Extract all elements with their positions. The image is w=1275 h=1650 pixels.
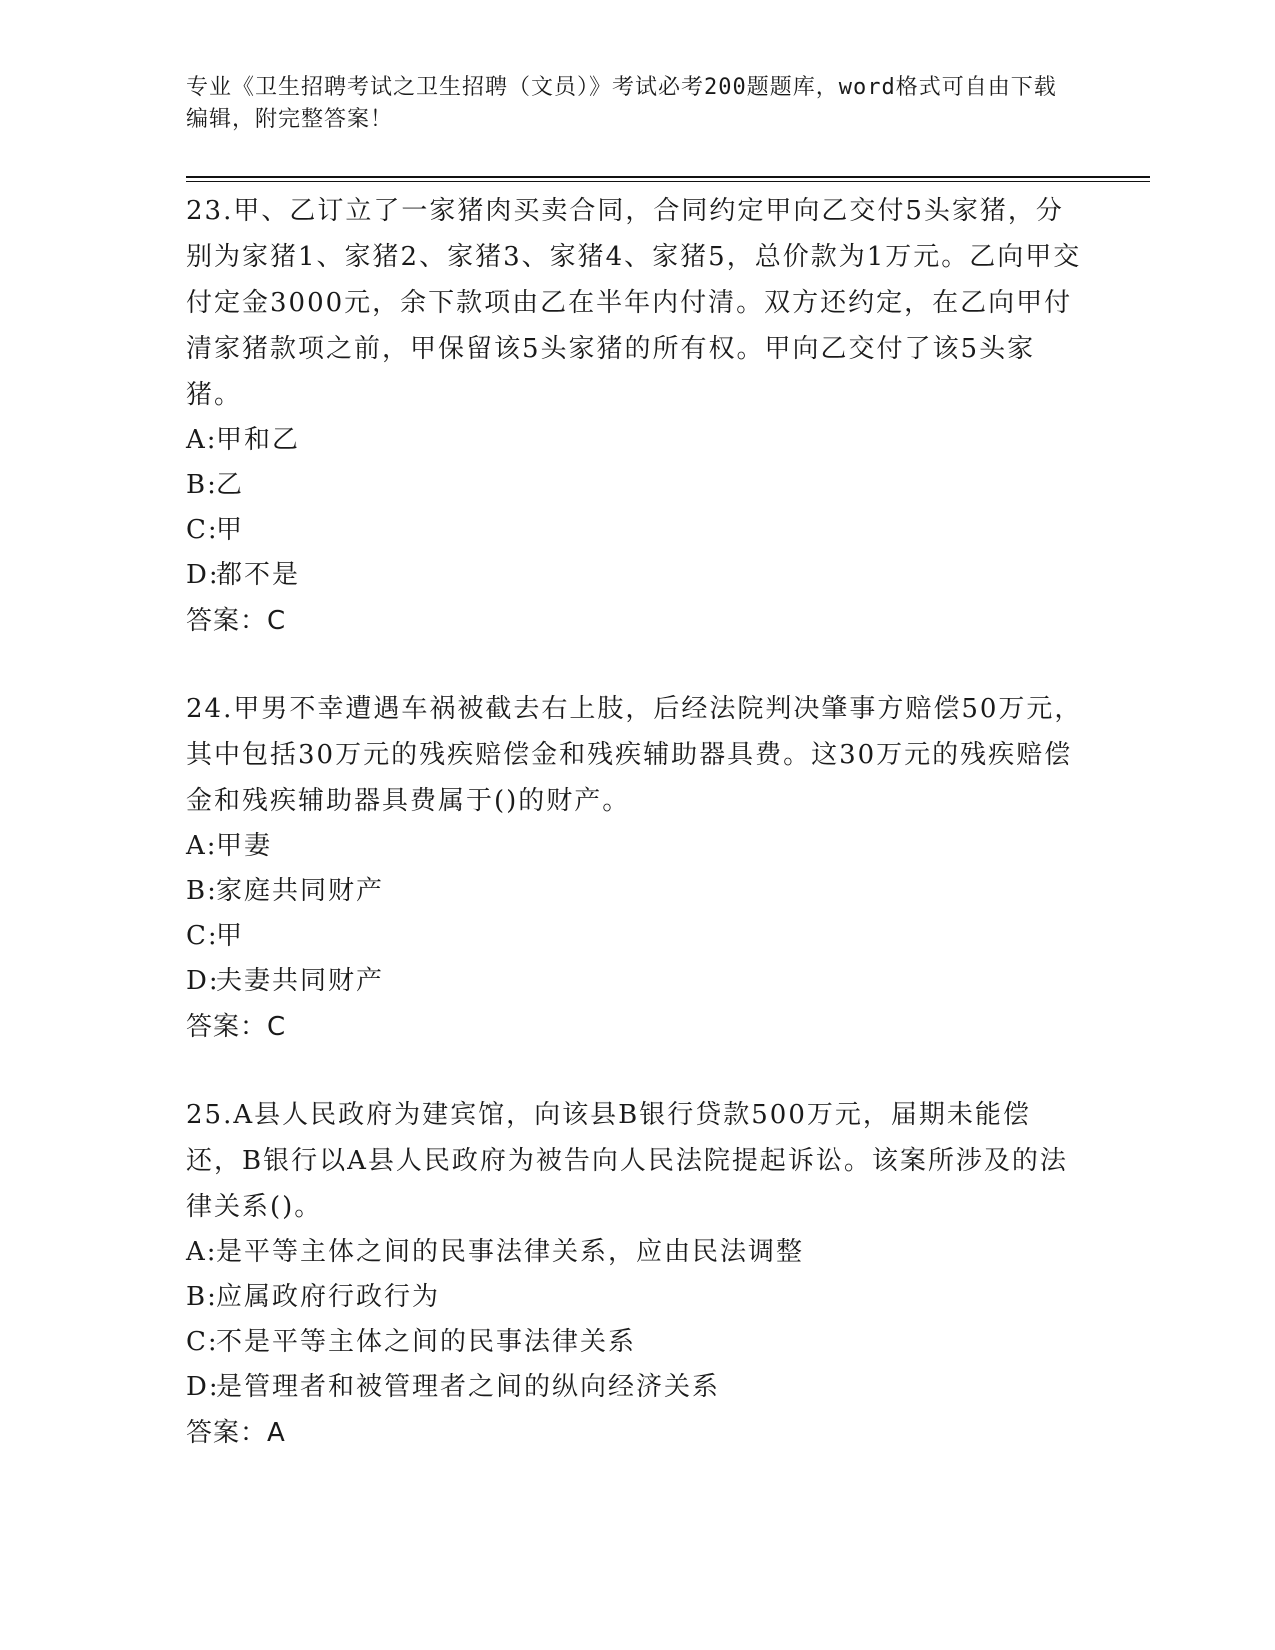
option-text: 家庭共同财产 bbox=[216, 876, 385, 906]
option-letter: D: bbox=[186, 1372, 220, 1402]
option-text: 不是平等主体之间的民事法律关系 bbox=[216, 1327, 637, 1357]
option-a bbox=[186, 824, 1086, 869]
question-24 bbox=[186, 686, 1086, 1050]
option-text: 是平等主体之间的民事法律关系，应由民法调整 bbox=[216, 1237, 805, 1267]
header-divider-thin bbox=[186, 181, 1150, 182]
question-stem: 25.A县人民政府为建宾馆，向该县B银行贷款500万元，届期未能偿还，B银行以A县人民政府为被告向人民法院提起诉讼。该案所涉及的法律关系()。 bbox=[186, 1100, 1068, 1222]
option-letter: C: bbox=[186, 515, 219, 545]
option-a bbox=[186, 1230, 1086, 1275]
option-b bbox=[186, 463, 1086, 508]
option-d bbox=[186, 959, 1086, 1004]
question-stem: 23.甲、乙订立了一家猪肉买卖合同，合同约定甲向乙交付5头家猪，分别为家猪1、家猪2、家猪3、家猪4、家猪5，总价款为1万元。乙向甲交付定金3000元，余下款项由乙在半年内付清。双方还约定，在乙向甲付清家猪款项之前，甲保留该5头家猪的所有权。甲向乙交付了该5头家猪。 bbox=[186, 196, 1082, 410]
option-text: 应属政府行政行为 bbox=[216, 1282, 441, 1312]
option-text: 甲妻 bbox=[216, 831, 273, 861]
page-header: 专业《卫生招聘考试之卫生招聘（文员）》考试必考200题题库，word格式可自由下载编辑，附完整答案！ bbox=[186, 75, 1057, 132]
option-b bbox=[186, 869, 1086, 914]
option-text: 甲 bbox=[216, 515, 245, 545]
option-letter: A: bbox=[186, 1237, 218, 1267]
option-letter: D: bbox=[186, 966, 220, 996]
option-c bbox=[186, 1320, 1086, 1365]
option-d bbox=[186, 1365, 1086, 1410]
option-text: 甲 bbox=[216, 921, 245, 951]
option-letter: D: bbox=[186, 560, 220, 590]
option-letter: B: bbox=[186, 470, 218, 500]
option-text: 乙 bbox=[216, 470, 245, 500]
option-d bbox=[186, 553, 1086, 598]
option-a bbox=[186, 418, 1086, 463]
option-text: 是管理者和被管理者之间的纵向经济关系 bbox=[216, 1372, 721, 1402]
option-letter: A: bbox=[186, 831, 218, 861]
option-letter: C: bbox=[186, 921, 219, 951]
answer-line: 答案：A bbox=[186, 1418, 286, 1448]
header-divider-thick bbox=[186, 176, 1150, 178]
question-23 bbox=[186, 188, 1086, 644]
option-text: 夫妻共同财产 bbox=[216, 966, 385, 996]
question-list bbox=[186, 188, 1086, 1498]
question-stem: 24.甲男不幸遭遇车祸被截去右上肢，后经法院判决肇事方赔偿50万元，其中包括30万元的残疾赔偿金和残疾辅助器具费。这30万元的残疾赔偿金和残疾辅助器具费属于()的财产。 bbox=[186, 694, 1083, 816]
option-letter: B: bbox=[186, 876, 218, 906]
answer-line: 答案：C bbox=[186, 606, 287, 636]
option-b bbox=[186, 1275, 1086, 1320]
answer-line: 答案：C bbox=[186, 1012, 287, 1042]
option-c bbox=[186, 914, 1086, 959]
option-text: 甲和乙 bbox=[216, 425, 301, 455]
option-c bbox=[186, 508, 1086, 553]
option-letter: A: bbox=[186, 425, 218, 455]
option-text: 都不是 bbox=[216, 560, 301, 590]
question-25 bbox=[186, 1092, 1086, 1456]
option-letter: C: bbox=[186, 1327, 219, 1357]
option-letter: B: bbox=[186, 1282, 218, 1312]
